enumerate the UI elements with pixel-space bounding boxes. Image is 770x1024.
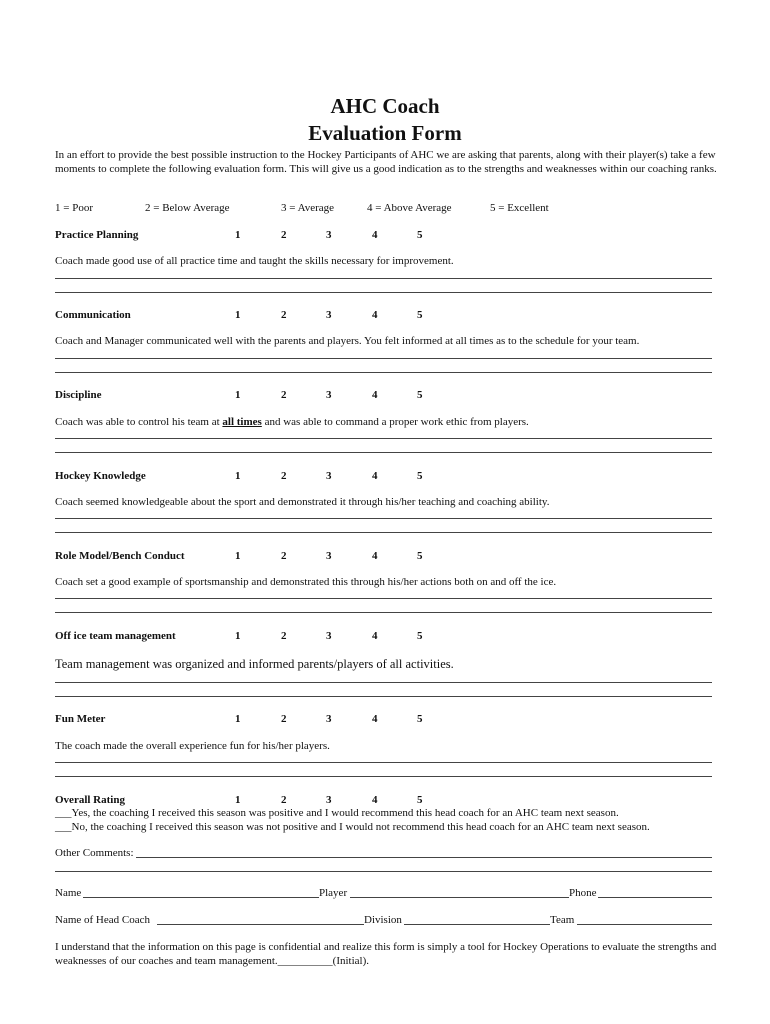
rating-1[interactable]: 1 (235, 229, 241, 241)
comment-line[interactable] (55, 696, 712, 697)
rating-4[interactable]: 4 (372, 470, 378, 482)
head-coach-label: Name of Head Coach (55, 914, 150, 926)
comment-line[interactable] (55, 532, 712, 533)
rating-2[interactable]: 2 (281, 470, 287, 482)
section-title-practice-planning: Practice Planning (55, 229, 139, 241)
rating-5[interactable]: 5 (417, 794, 423, 806)
rating-1[interactable]: 1 (235, 309, 241, 321)
rating-2[interactable]: 2 (281, 794, 287, 806)
section-desc: Coach seemed knowledgeable about the sport and demonstrated it through his/her teaching and coaching ability. (55, 496, 550, 508)
section-title-communication: Communication (55, 309, 131, 321)
rating-5[interactable]: 5 (417, 470, 423, 482)
rating-1[interactable]: 1 (235, 470, 241, 482)
section-desc: The coach made the overall experience fun for his/her players. (55, 740, 330, 752)
comment-line[interactable] (55, 372, 712, 373)
rating-5[interactable]: 5 (417, 550, 423, 562)
rating-3[interactable]: 3 (326, 630, 332, 642)
section-title-fun-meter: Fun Meter (55, 713, 106, 725)
comment-line[interactable] (55, 518, 712, 519)
rating-2[interactable]: 2 (281, 550, 287, 562)
team-label: Team (550, 914, 575, 926)
comment-line[interactable] (55, 871, 712, 872)
rating-4[interactable]: 4 (372, 389, 378, 401)
confidentiality-statement: I understand that the information on this page is confidential and realize this form is simply a tool for Hockey Operations to evaluate the strengths and weaknesses of our coaches and team management.__________(Initial). (55, 941, 717, 967)
scale-excellent: 5 = Excellent (490, 202, 549, 214)
form-title-line1: AHC Coach (330, 94, 440, 118)
comment-line[interactable] (55, 438, 712, 439)
form-title-line2: Evaluation Form (308, 121, 462, 145)
rating-4[interactable]: 4 (372, 713, 378, 725)
scale-below-average: 2 = Below Average (145, 202, 230, 214)
section-title-role-model: Role Model/Bench Conduct (55, 550, 185, 562)
rating-2[interactable]: 2 (281, 630, 287, 642)
intro-paragraph: In an effort to provide the best possible instruction to the Hockey Participants of AHC we are asking that parents, along with their player(s) take a few moments to complete the following evaluation form. This will give us a good indication as to the strengths and weaknesses within our coaching ranks. (55, 149, 717, 175)
rating-5[interactable]: 5 (417, 713, 423, 725)
rating-5[interactable]: 5 (417, 309, 423, 321)
player-label: Player (319, 887, 348, 899)
comment-line[interactable] (55, 292, 712, 293)
desc-emphasis: all times (222, 416, 262, 428)
section-desc (55, 415, 529, 429)
section-desc: Coach and Manager communicated well with the parents and players. You felt informed at all times as to the schedule for your team. (55, 335, 640, 347)
rating-1[interactable]: 1 (235, 630, 241, 642)
rating-1[interactable]: 1 (235, 794, 241, 806)
name-label: Name (55, 887, 82, 899)
rating-3[interactable]: 3 (326, 470, 332, 482)
comment-line[interactable] (55, 682, 712, 683)
other-comments-field[interactable] (136, 857, 712, 858)
desc-pre: Coach was able to control his team at (55, 416, 223, 428)
comment-line[interactable] (55, 452, 712, 453)
section-title-overall-rating: Overall Rating (55, 794, 125, 806)
rating-4[interactable]: 4 (372, 229, 378, 241)
section-desc: Team management was organized and informed parents/players of all activities. (55, 657, 454, 671)
rating-5[interactable]: 5 (417, 389, 423, 401)
scale-average: 3 = Average (281, 202, 335, 214)
comment-line[interactable] (55, 278, 712, 279)
comment-line[interactable] (55, 598, 712, 599)
rating-4[interactable]: 4 (372, 309, 378, 321)
overall-yes-option[interactable]: ___Yes, the coaching I received this season was positive and I would recommend this head coach for an AHC team next season. (55, 807, 619, 819)
division-field[interactable] (404, 924, 550, 925)
section-title-off-ice-management: Off ice team management (55, 630, 176, 642)
rating-2[interactable]: 2 (281, 309, 287, 321)
rating-3[interactable]: 3 (326, 550, 332, 562)
rating-3[interactable]: 3 (326, 389, 332, 401)
rating-3[interactable]: 3 (326, 794, 332, 806)
rating-5[interactable]: 5 (417, 630, 423, 642)
rating-2[interactable]: 2 (281, 713, 287, 725)
head-coach-field[interactable] (157, 924, 364, 925)
rating-4[interactable]: 4 (372, 630, 378, 642)
scale-poor: 1 = Poor (55, 202, 93, 214)
section-title-discipline: Discipline (55, 389, 102, 401)
player-field[interactable] (350, 897, 569, 898)
overall-no-option[interactable]: ___No, the coaching I received this season was not positive and I would not recommend this head coach for an AHC team next season. (55, 821, 650, 833)
team-field[interactable] (577, 924, 712, 925)
rating-2[interactable]: 2 (281, 229, 287, 241)
other-comments-label: Other Comments: (55, 847, 134, 859)
phone-field[interactable] (598, 897, 712, 898)
rating-3[interactable]: 3 (326, 229, 332, 241)
rating-4[interactable]: 4 (372, 550, 378, 562)
section-desc: Coach made good use of all practice time and taught the skills necessary for improvement. (55, 255, 454, 267)
rating-2[interactable]: 2 (281, 389, 287, 401)
section-title-hockey-knowledge: Hockey Knowledge (55, 470, 146, 482)
rating-1[interactable]: 1 (235, 389, 241, 401)
comment-line[interactable] (55, 762, 712, 763)
section-desc: Coach set a good example of sportsmanship and demonstrated this through his/her actions both on and off the ice. (55, 576, 557, 588)
phone-label: Phone (569, 887, 597, 899)
scale-above-average: 4 = Above Average (367, 202, 452, 214)
desc-post: and was able to command a proper work ethic from players. (261, 416, 529, 428)
comment-line[interactable] (55, 776, 712, 777)
comment-line[interactable] (55, 612, 712, 613)
rating-1[interactable]: 1 (235, 550, 241, 562)
rating-1[interactable]: 1 (235, 713, 241, 725)
comment-line[interactable] (55, 358, 712, 359)
division-label: Division (364, 914, 402, 926)
rating-4[interactable]: 4 (372, 794, 378, 806)
rating-3[interactable]: 3 (326, 713, 332, 725)
rating-5[interactable]: 5 (417, 229, 423, 241)
rating-3[interactable]: 3 (326, 309, 332, 321)
name-field[interactable] (83, 897, 319, 898)
